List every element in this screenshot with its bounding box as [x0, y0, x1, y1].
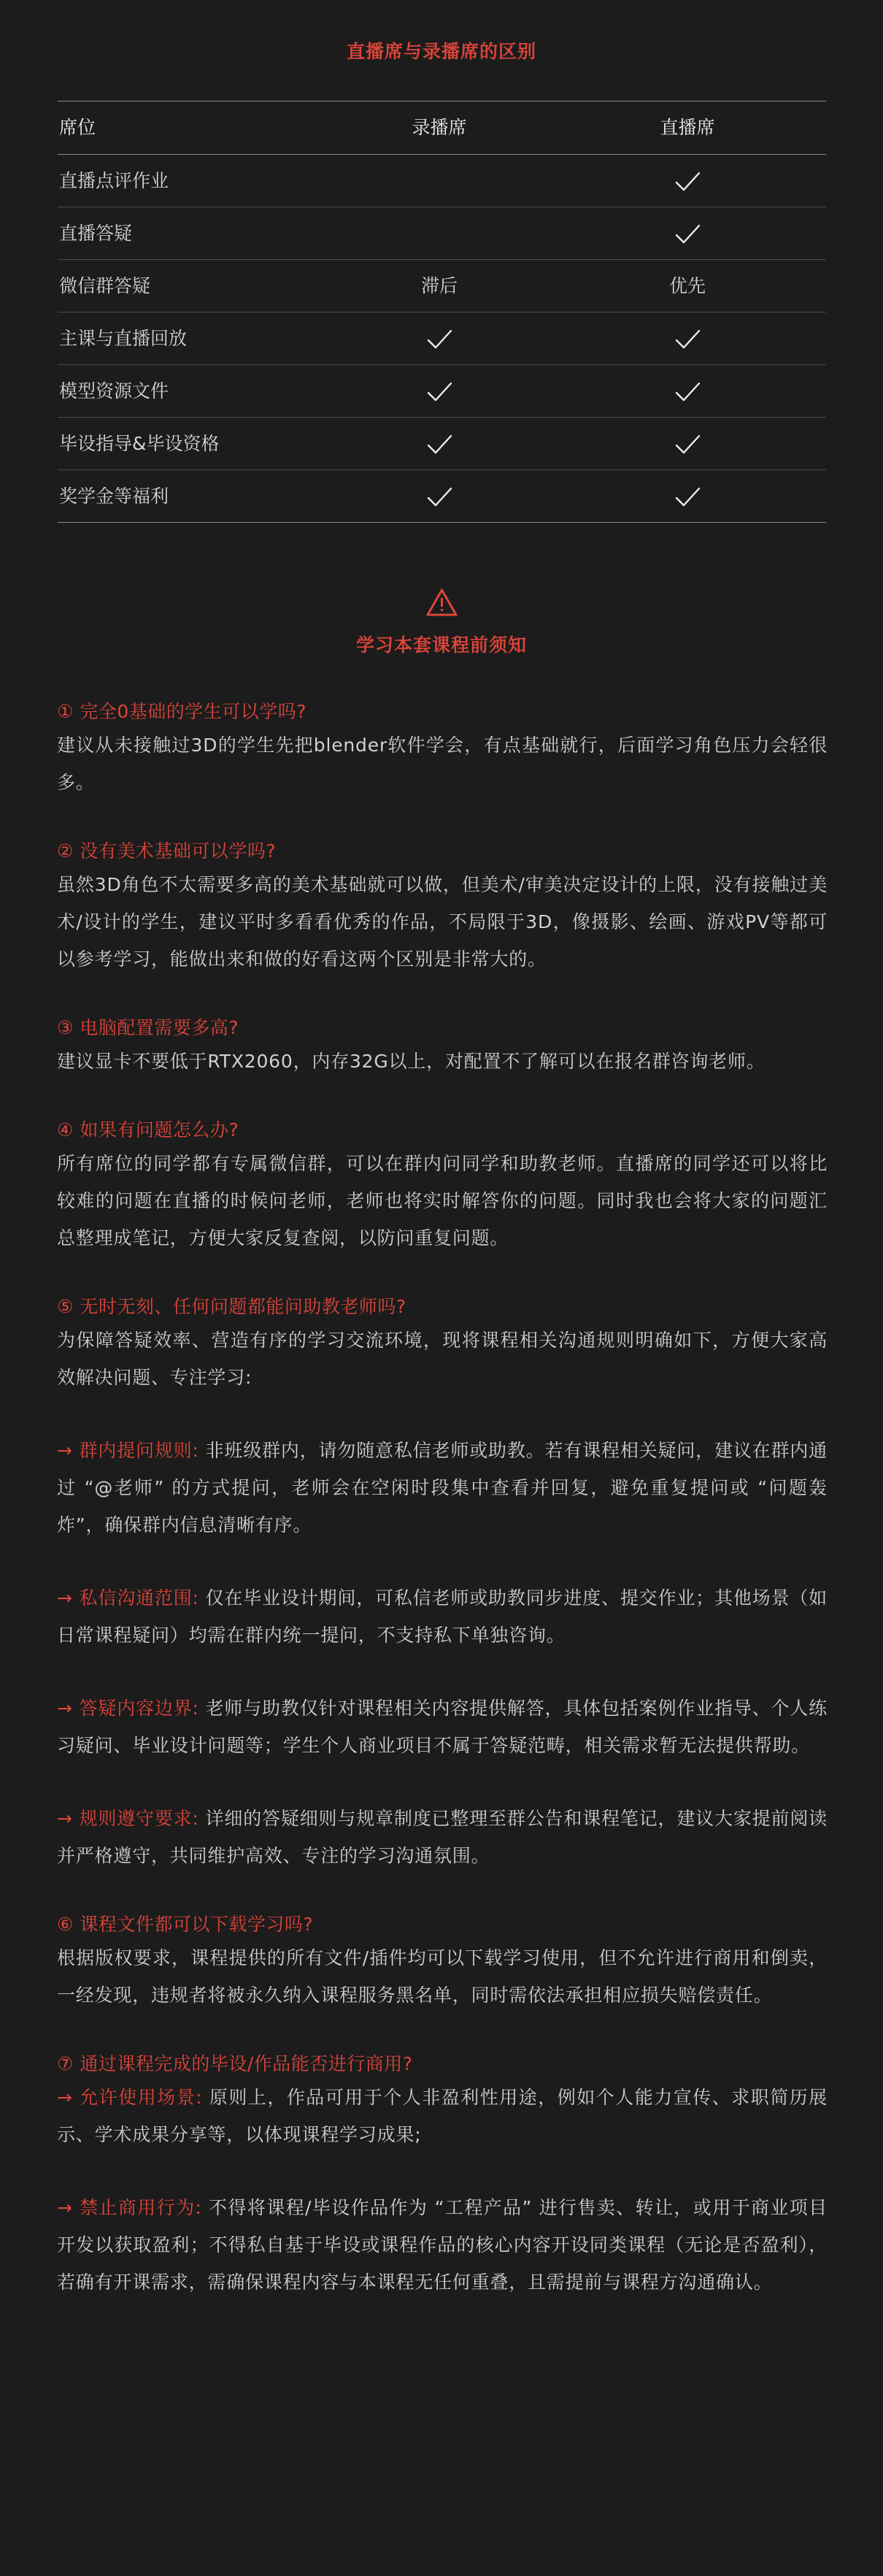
- table-row: [58, 365, 826, 418]
- rule-lead: → 答疑内容边界:: [57, 1698, 199, 1719]
- check-icon: [673, 220, 702, 249]
- note-q6-body: 根据版权要求，课程提供的所有文件/插件均可以下载学习使用，但不允许进行商用和倒卖，一经发现，违规者将被永久纳入课程服务黑名单，同时需依法承担相应损失赔偿责任。: [57, 1947, 828, 2006]
- rule-item: [57, 1800, 828, 1874]
- recorded-cell: [381, 470, 498, 522]
- usage-forbidden-text: 不得将课程/毕设作品作为 “工程产品” 进行售卖、转让，或用于商业项目开发以获取盈利；不得私自基于毕设或课程作品的核心内容开设同类课程（无论是否盈利），若确有开课需求，需确保课程内容与本课程无任何重叠，且需提前与课程方沟通确认。: [57, 2197, 828, 2293]
- note-q2-body: 虽然3D角色不太需要多高的美术基础就可以做，但美术/审美决定设计的上限，没有接触过美术/设计的学生，建议平时多看看优秀的作品，不局限于3D，像摄影、绘画、游戏PV等都可以参考学习，能做出来和做的好看这两个区别是非常大的。: [57, 874, 828, 970]
- note-q4: [57, 1116, 828, 1257]
- check-icon: [425, 325, 454, 354]
- note-q4-body: 所有席位的同学都有专属微信群，可以在群内问同学和助教老师。直播席的同学还可以将比较难的问题在直播的时候问老师，老师也将实时解答你的问题。同时我也会将大家的问题汇总整理成笔记，方便大家反复查阅，以防问重复问题。: [57, 1153, 828, 1249]
- note-q3-body: 建议显卡不要低于RTX2060，内存32G以上，对配置不了解可以在报名群咨询老师。: [57, 1051, 766, 1072]
- notes-list: [57, 697, 828, 2337]
- live-cell: [629, 365, 746, 417]
- table-row: [58, 470, 826, 523]
- check-icon: [425, 377, 454, 407]
- live-cell: 优先: [668, 275, 706, 296]
- rule-text: 非班级群内，请勿随意私信老师或助教。若有课程相关疑问，建议在群内通过 “@老师” 的方式提问，老师会在空闲时段集中查看并回复，避免重复提问或 “问题轰炸”，确保群内信息清晰有序。: [57, 1440, 828, 1536]
- live-cell: [629, 418, 746, 469]
- live-cell: [629, 155, 746, 207]
- rule-text: 详细的答疑细则与规章制度已整理至群公告和课程笔记，建议大家提前阅读并严格遵守，共同维护高效、专注的学习沟通氛围。: [57, 1808, 828, 1866]
- header-live: 直播席: [660, 117, 715, 138]
- note-q4-title: ④ 如果有问题怎么办?: [57, 1119, 239, 1141]
- table-row: [58, 207, 826, 260]
- note-q6: [57, 1910, 828, 2014]
- recorded-cell: [381, 365, 498, 417]
- rule-text: 仅在毕业设计期间，可私信老师或助教同步进度、提交作业；其他场景（如日常课程疑问）均需在群内统一提问，不支持私下单独咨询。: [57, 1587, 828, 1646]
- note-q7-title: ⑦ 通过课程完成的毕设/作品能否进行商用?: [57, 2053, 413, 2074]
- table-body: [58, 155, 826, 523]
- rule-item: [57, 1432, 828, 1544]
- row-label: 毕设指导&毕设资格: [59, 433, 220, 454]
- note-q7: [57, 2050, 828, 2301]
- check-icon: [673, 167, 702, 196]
- recorded-cell: 滞后: [420, 275, 458, 296]
- table-header-row: [58, 101, 826, 155]
- recorded-cell: [381, 418, 498, 469]
- table-row: [58, 418, 826, 470]
- row-label: 奖学金等福利: [59, 486, 169, 507]
- usage-forbidden-lead: → 禁止商用行为:: [57, 2197, 202, 2218]
- rule-lead: → 规则遵守要求:: [57, 1808, 199, 1829]
- note-q2: [57, 837, 828, 978]
- row-label: 模型资源文件: [59, 380, 169, 402]
- check-icon: [425, 483, 454, 512]
- rule-lead: → 群内提问规则:: [57, 1440, 199, 1461]
- check-icon: [673, 325, 702, 354]
- rule-lead: → 私信沟通范围:: [57, 1587, 199, 1609]
- warning-icon: [425, 588, 458, 617]
- table-row: [58, 260, 826, 313]
- row-label: 直播点评作业: [59, 170, 169, 191]
- header-recorded: 录播席: [412, 117, 467, 138]
- note-q1-body: 建议从未接触过3D的学生先把blender软件学会，有点基础就行，后面学习角色压力会轻很多。: [57, 735, 828, 793]
- live-cell: [629, 207, 746, 259]
- note-q5: [57, 1292, 828, 1874]
- row-label: 直播答疑: [59, 223, 133, 244]
- live-cell: [629, 313, 746, 364]
- check-icon: [673, 430, 702, 459]
- usage-allowed-text: 原则上，作品可用于个人非盈利性用途，例如个人能力宣传、求职简历展示、学术成果分享等，以体现课程学习成果;: [57, 2087, 828, 2145]
- rule-item: [57, 1579, 828, 1654]
- check-icon: [673, 483, 702, 512]
- note-q1: [57, 697, 828, 801]
- note-q5-title: ⑤ 无时无刻、任何问题都能问助教老师吗?: [57, 1296, 406, 1317]
- table-row: [58, 313, 826, 365]
- notes-title: 学习本套课程前须知: [355, 635, 527, 656]
- check-icon: [673, 377, 702, 407]
- check-icon: [425, 430, 454, 459]
- recorded-cell: [381, 313, 498, 364]
- usage-allowed-lead: → 允许使用场景:: [57, 2087, 203, 2108]
- live-cell: [629, 470, 746, 522]
- comparison-title: 直播席与录播席的区别: [346, 41, 536, 62]
- row-label: 主课与直播回放: [59, 328, 188, 349]
- table-row: [58, 155, 826, 207]
- note-q2-title: ② 没有美术基础可以学吗?: [57, 840, 277, 862]
- rule-item: [57, 1690, 828, 1764]
- note-q3-title: ③ 电脑配置需要多高?: [57, 1017, 239, 1038]
- note-q1-title: ① 完全0基础的学生可以学吗?: [57, 701, 307, 722]
- row-label: 微信群答疑: [59, 275, 151, 296]
- header-seat: 席位: [59, 117, 96, 138]
- usage-forbidden: [57, 2189, 828, 2301]
- note-q5-body: 为保障答疑效率、营造有序的学习交流环境，现将课程相关沟通规则明确如下，方便大家高效解决问题、专注学习:: [57, 1330, 828, 1388]
- note-q3: [57, 1013, 828, 1080]
- usage-allowed: [57, 2079, 828, 2153]
- rule-text: 老师与助教仅针对课程相关内容提供解答，具体包括案例作业指导、个人练习疑问、毕业设计问题等；学生个人商业项目不属于答疑范畴，相关需求暂无法提供帮助。: [57, 1698, 828, 1756]
- comparison-table: [58, 101, 826, 523]
- note-q6-title: ⑥ 课程文件都可以下载学习吗?: [57, 1914, 314, 1935]
